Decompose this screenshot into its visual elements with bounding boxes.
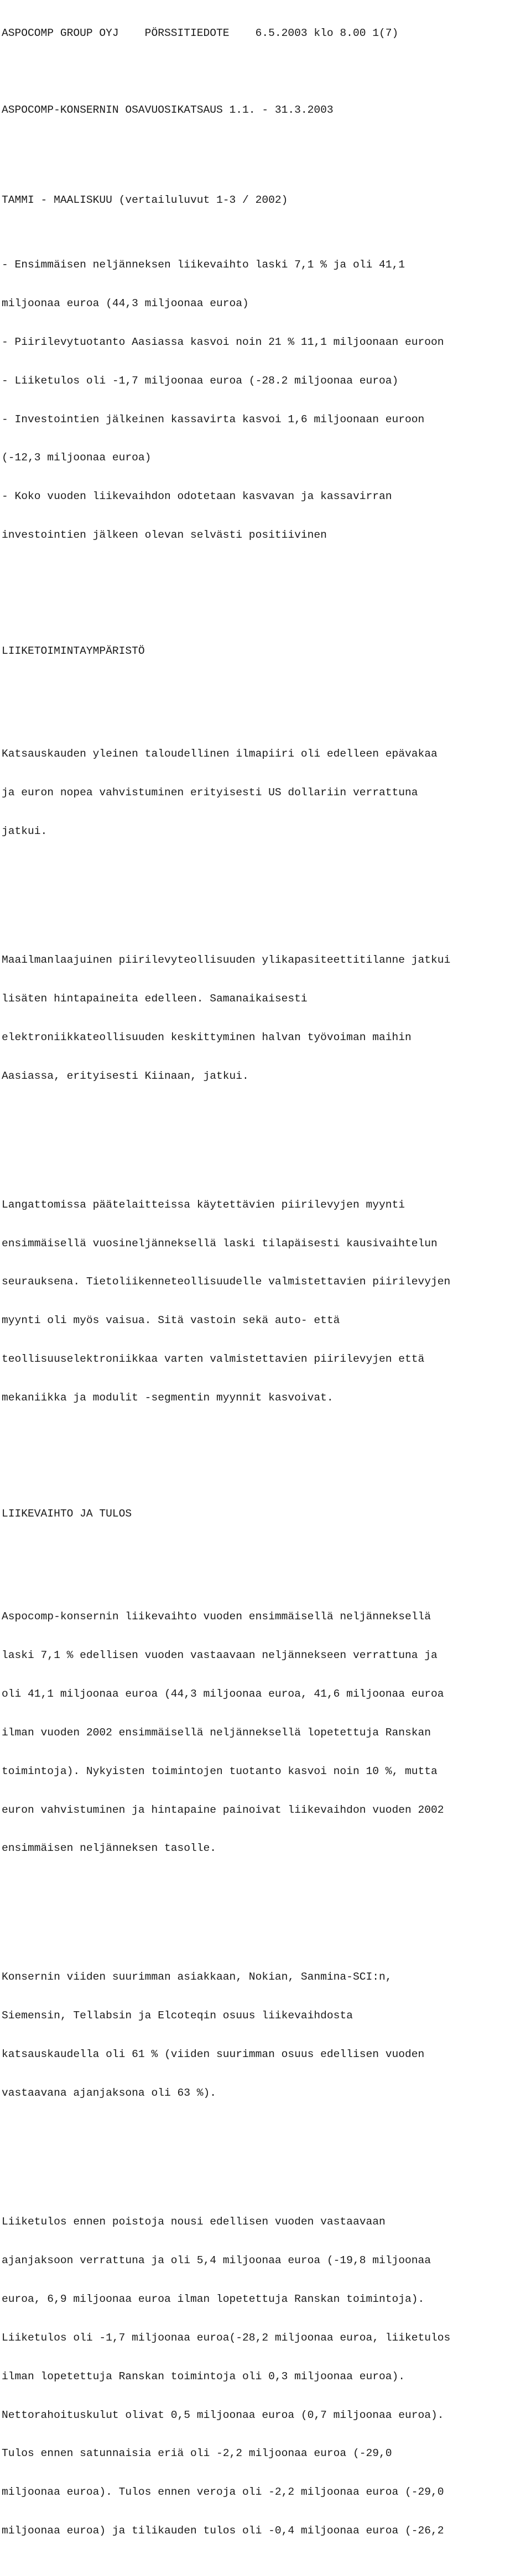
paragraph bbox=[2, 928, 530, 1108]
summary-line: - Piirilevytuotanto Aasiassa kasvoi noin 21 % 11,1 miljoonaan euroon bbox=[2, 335, 444, 348]
spacer bbox=[2, 1456, 530, 1469]
paragraph-line: ensimmäisen neljänneksen tasolle. bbox=[2, 1842, 217, 1855]
paragraph-line: katsauskaudella oli 61 % (viiden suurimman osuus edellisen vuoden bbox=[2, 2048, 425, 2061]
summary-list bbox=[2, 233, 530, 568]
summary-heading: TAMMI - MAALISKUU (vertailuluvut 1-3 / 2002) bbox=[2, 194, 288, 207]
section-heading-environment: LIIKETOIMINTAYMPÄRISTÖ bbox=[2, 644, 145, 657]
paragraph-line: ensimmäisellä vuosineljänneksellä laski tilapäisesti kausivaihtelun bbox=[2, 1237, 438, 1250]
paragraph-line: mekaniikka ja modulit -segmentin myynnit kasvoivat. bbox=[2, 1392, 334, 1404]
paragraph-line: Liiketulos ennen poistoja nousi edellisen vuoden vastaavaan bbox=[2, 2216, 386, 2228]
paragraph-line: miljoonaa euroa). Tulos ennen veroja oli -2,2 miljoonaa euroa (-29,0 bbox=[2, 2486, 444, 2499]
paragraph-line: Siemensin, Tellabsin ja Elcoteqin osuus liikevaihdosta bbox=[2, 2010, 353, 2022]
paragraph-line: euroa, 6,9 miljoonaa euroa ilman lopetettuja Ranskan toimintoja). bbox=[2, 2292, 425, 2305]
summary-line: - Liiketulos oli -1,7 miljoonaa euroa (-28.2 miljoonaa euroa) bbox=[2, 374, 399, 387]
press-release-document bbox=[2, 1, 530, 2576]
document-title: ASPOCOMP-KONSERNIN OSAVUOSIKATSAUS 1.1. - 31.3.2003 bbox=[2, 104, 334, 117]
paragraph bbox=[2, 2190, 530, 2563]
summary-line: - Koko vuoden liikevaihdon odotetaan kasvavan ja kassavirran bbox=[2, 490, 392, 503]
spacer bbox=[2, 1907, 530, 1919]
paragraph-line: elektroniikkateollisuuden keskittyminen halvan työvoiman maihin bbox=[2, 1031, 412, 1043]
paragraph-line: myynti oli myös vaisua. Sitä vastoin sekä auto- että bbox=[2, 1314, 340, 1327]
spacer bbox=[2, 143, 530, 155]
summary-line: - Ensimmäisen neljänneksen liikevaihto laski 7,1 % ja oli 41,1 bbox=[2, 258, 405, 271]
paragraph bbox=[2, 722, 530, 864]
paragraph-line: Maailmanlaajuinen piirilevyteollisuuden ylikapasiteettitilanne jatkui bbox=[2, 953, 451, 966]
paragraph-line: seurauksena. Tietoliikenneteollisuudelle valmistettavien piirilevyjen bbox=[2, 1276, 451, 1288]
paragraph-line: Tulos ennen satunnaisia eriä oli -2,2 miljoonaa euroa (-29,0 bbox=[2, 2447, 392, 2460]
paragraph-line: Katsauskauden yleinen taloudellinen ilmapiiri oli edelleen epävakaa bbox=[2, 748, 438, 760]
spacer bbox=[2, 1546, 530, 1559]
paragraph-line: Langattomissa päätelaitteissa käytettävien piirilevyjen myynti bbox=[2, 1198, 405, 1211]
paragraph-line: ilman vuoden 2002 ensimmäisellä neljänneksellä lopetettuja Ranskan bbox=[2, 1726, 431, 1739]
paragraph-line: laski 7,1 % edellisen vuoden vastaavaan neljännekseen verrattuna ja bbox=[2, 1649, 438, 1661]
paragraph-line: Aasiassa, erityisesti Kiinaan, jatkui. bbox=[2, 1069, 249, 1082]
spacer bbox=[2, 889, 530, 902]
paragraph-line: lisäten hintapaineita edelleen. Samanaikaisesti bbox=[2, 992, 308, 1005]
paragraph-line: euron vahvistuminen ja hintapaine painoivat liikevaihdon vuoden 2002 bbox=[2, 1803, 444, 1816]
paragraph-line: vastaavana ajanjaksona oli 63 %). bbox=[2, 2087, 217, 2100]
header-line: ASPOCOMP GROUP OYJ PÖRSSITIEDOTE 6.5.2003 klo 8.00 1(7) bbox=[2, 27, 399, 39]
paragraph-line: teollisuuselektroniikkaa varten valmistettavien piirilevyjen että bbox=[2, 1353, 425, 1366]
paragraph-line: toimintoja). Nykyisten toimintojen tuotanto kasvoi noin 10 %, mutta bbox=[2, 1765, 438, 1777]
summary-line: investointien jälkeen olevan selvästi positiivinen bbox=[2, 529, 327, 542]
paragraph-line: oli 41,1 miljoonaa euroa (44,3 miljoonaa euroa, 41,6 miljoonaa euroa bbox=[2, 1687, 444, 1700]
section-heading-results: LIIKEVAIHTO JA TULOS bbox=[2, 1507, 132, 1520]
paragraph-line: ilman lopetettuja Ranskan toimintoja oli 0,3 miljoonaa euroa). bbox=[2, 2370, 405, 2383]
paragraph-line: ja euron nopea vahvistuminen erityisesti US dollariin verrattuna bbox=[2, 786, 418, 799]
paragraph bbox=[2, 1585, 530, 1881]
paragraph bbox=[2, 1173, 530, 1430]
summary-line: miljoonaa euroa (44,3 miljoonaa euroa) bbox=[2, 297, 249, 309]
paragraph-line: ajanjaksoon verrattuna ja oli 5,4 miljoonaa euroa (-19,8 miljoonaa bbox=[2, 2254, 431, 2267]
spacer bbox=[2, 684, 530, 696]
spacer bbox=[2, 65, 530, 78]
paragraph-line: jatkui. bbox=[2, 825, 48, 837]
summary-line: - Investointien jälkeinen kassavirta kasvoi 1,6 miljoonaan euroon bbox=[2, 413, 425, 426]
spacer bbox=[2, 594, 530, 606]
paragraph bbox=[2, 1945, 530, 2126]
paragraph-line: Liiketulos oli -1,7 miljoonaa euroa(-28,2 miljoonaa euroa, liiketulos bbox=[2, 2331, 451, 2344]
paragraph-line: Aspocomp-konsernin liikevaihto vuoden ensimmäisellä neljänneksellä bbox=[2, 1610, 431, 1623]
paragraph-line: Konsernin viiden suurimman asiakkaan, Nokian, Sanmina-SCI:n, bbox=[2, 1971, 392, 1984]
spacer bbox=[2, 2152, 530, 2164]
spacer bbox=[2, 1134, 530, 1147]
paragraph-line: miljoonaa euroa) ja tilikauden tulos oli -0,4 miljoonaa euroa (-26,2 bbox=[2, 2525, 444, 2537]
paragraph-line: Nettorahoituskulut olivat 0,5 miljoonaa euroa (0,7 miljoonaa euroa). bbox=[2, 2409, 444, 2421]
summary-line: (-12,3 miljoonaa euroa) bbox=[2, 452, 152, 464]
